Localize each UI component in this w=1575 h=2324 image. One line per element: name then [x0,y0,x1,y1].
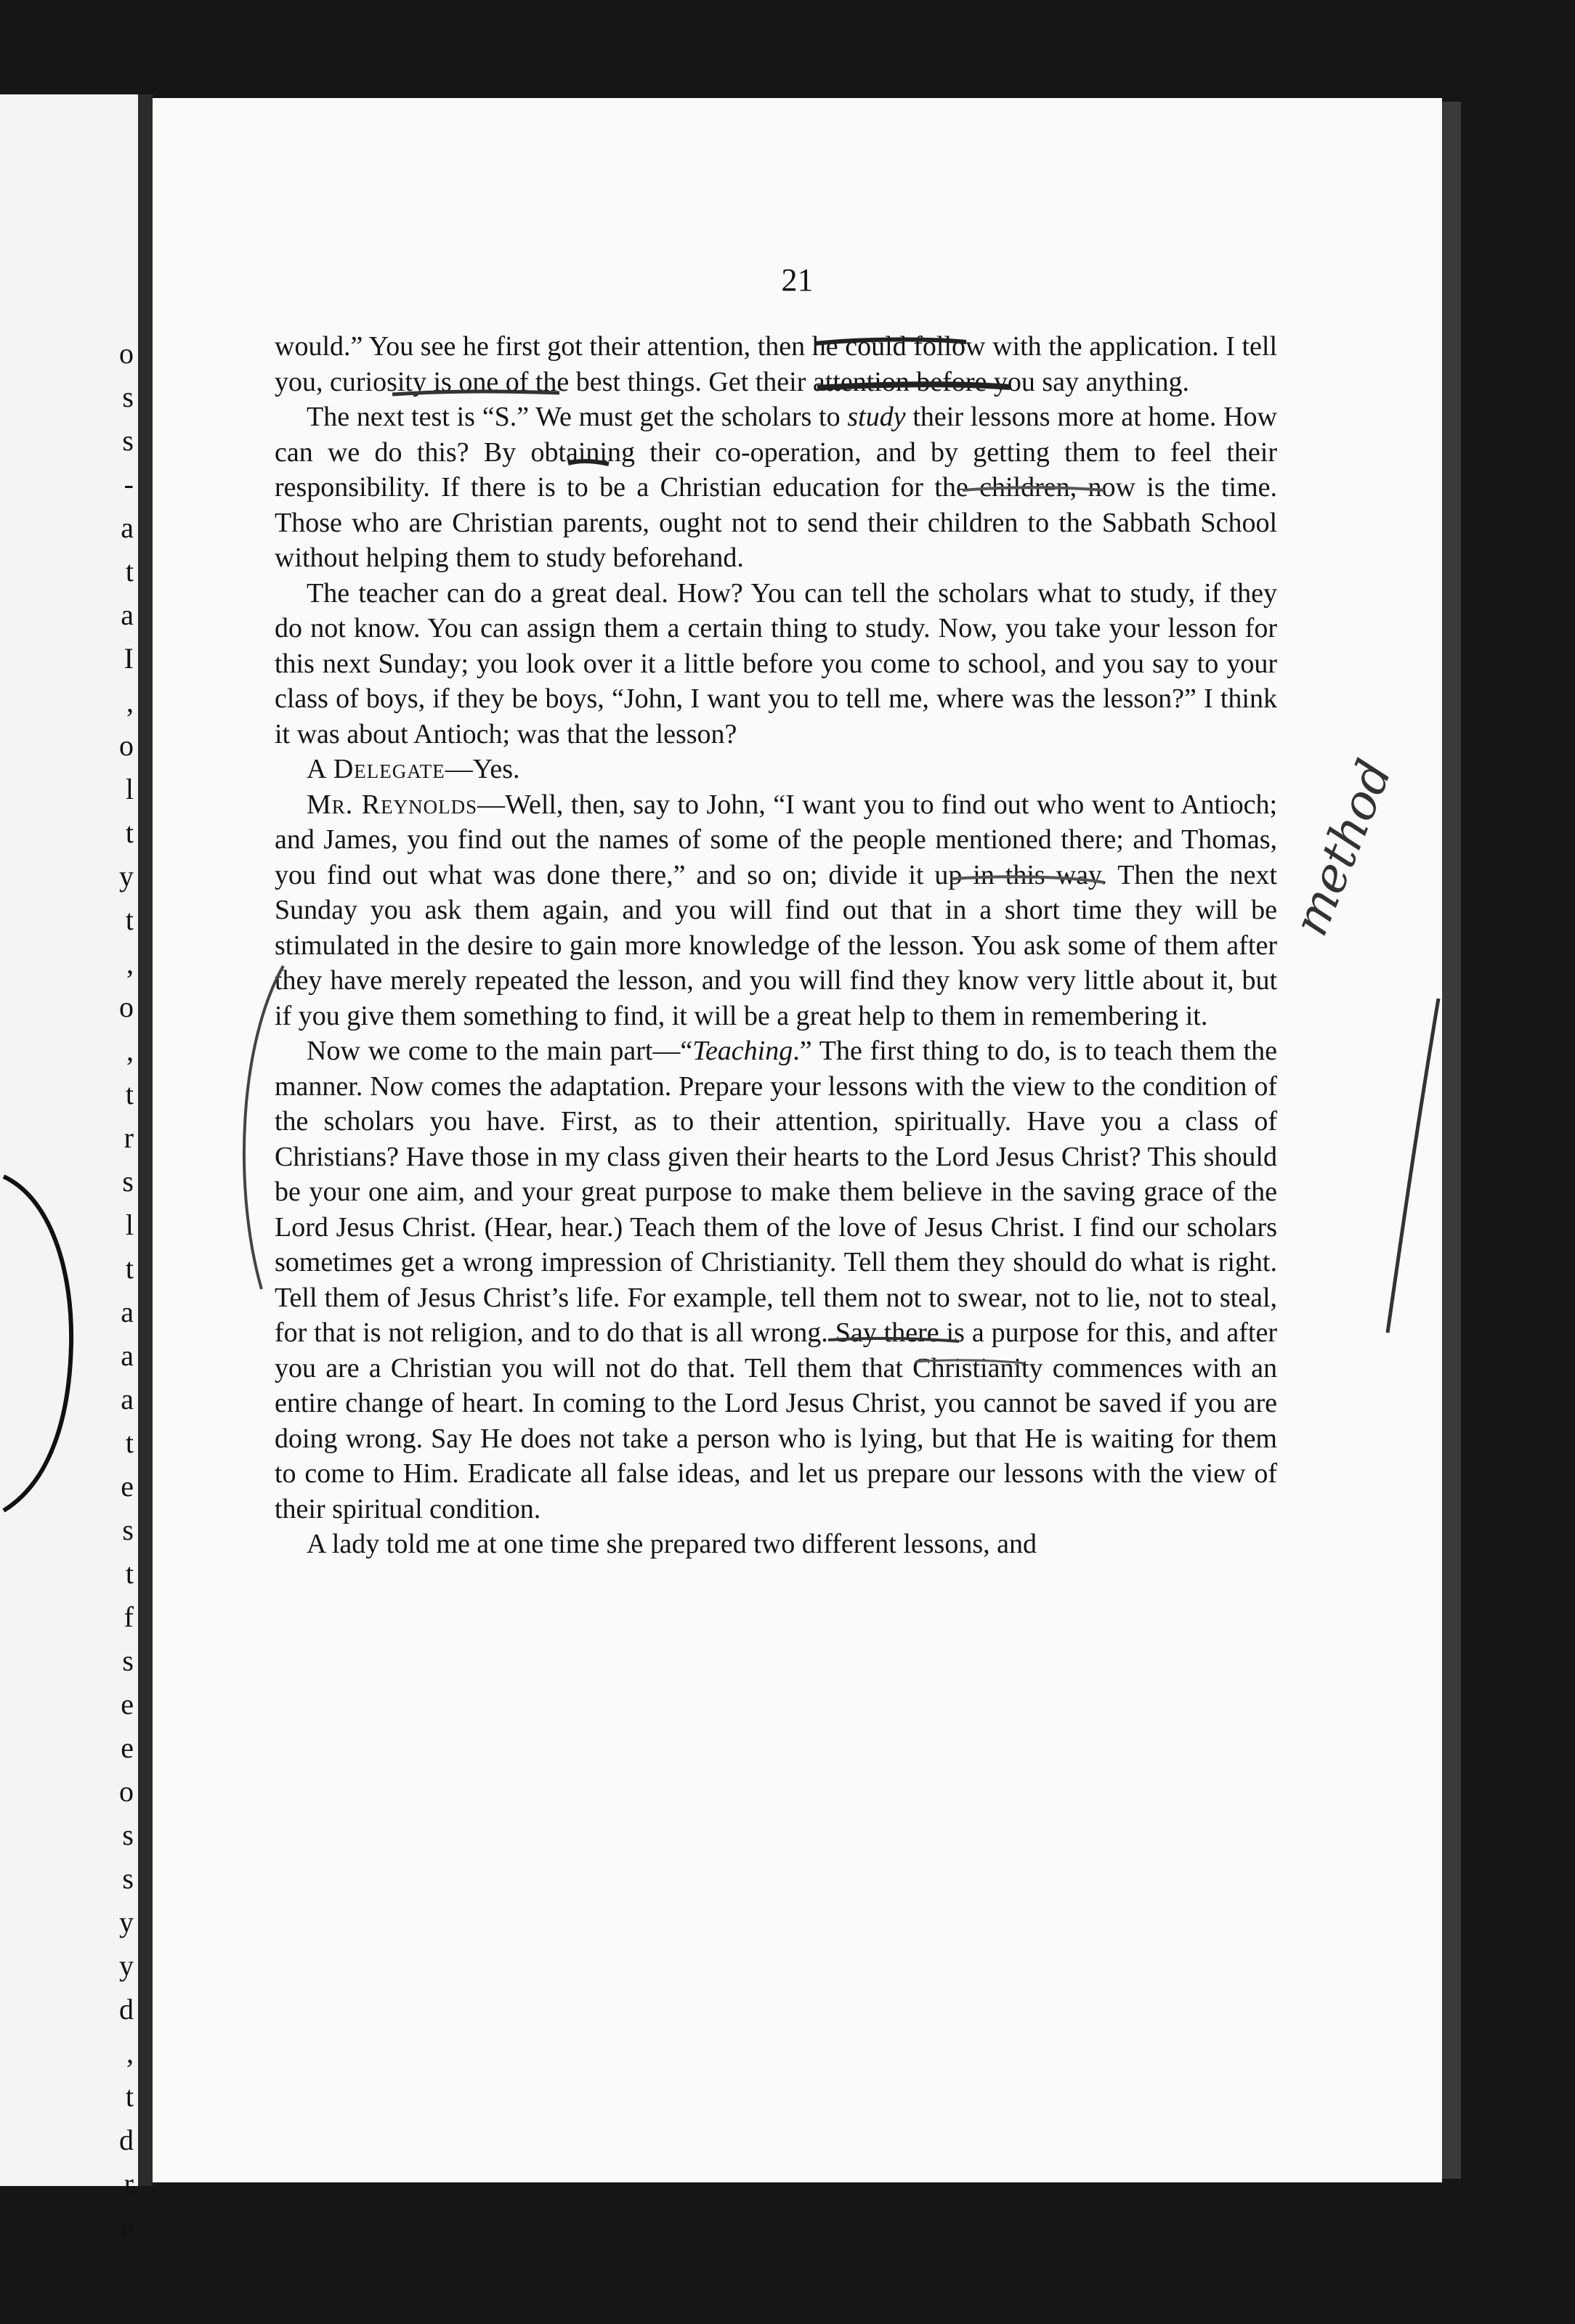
adjacent-page-char: t [125,1557,134,1590]
adjacent-page-char: e [121,1731,134,1764]
paragraph [275,787,1277,1034]
adjacent-page-char: y [119,1906,134,1938]
page-body-text [275,329,1277,1562]
adjacent-page-char: t [125,816,134,849]
adjacent-page-char: l [125,773,134,805]
adjacent-page-char: r [124,2167,134,2200]
adjacent-page-char: s [122,424,134,457]
paragraph-segment: Teaching [692,1036,793,1066]
paragraph-segment: study [847,402,906,432]
book-gutter [138,94,153,2186]
adjacent-page-char: a [121,511,134,544]
adjacent-page-char: I [124,642,134,675]
adjacent-page-char: d [119,1993,134,2026]
paragraph-segment: A Delegate [307,754,445,784]
paragraph-segment: their lessons more at home. How can we do this? By obtaining their co-operation, and by getting them to feel their responsibility. If there is to be a Christian education for the children, now is the time. Those who are Christian parents, ought not to send their children to the Sabbath School without helping them to study beforehand. [275,402,1277,573]
adjacent-page-char: a [121,1383,134,1415]
adjacent-page-char: s [122,1644,134,1677]
adjacent-page-char: t [125,2080,134,2113]
adjacent-page-text-fragments [115,334,134,2251]
paragraph-segment: —Yes. [445,754,520,784]
paragraph-segment: .” The first thing to do, is to teach them the manner. Now comes the adaptation. Prepare your lessons with the view to the condition of the scholars you have. First, as to their attention, spiritually. Have you a class of Christians? Have those in my class given their hearts to the Lord Jesus Christ? This should be your one aim, and your great purpose to make them believe in the saving grace of the Lord Jesus Christ. (Hear, hear.) Teach them of the love of Jesus Christ. I find our scholars sometimes get a wrong impression of Christianity. Tell them they should do what is right. Tell them of Jesus Christ’s life. For example, tell them not to swear, not to lie, not to steal, for that is not religion, and to do that is all wrong. Say there is a purpose for this, and after you are a Christian you will not do that. Tell them that Christianity commences with an entire change of heart. In coming to the Lord Jesus Christ, you cannot be saved if you are doing wrong. Say He does not take a person who is lying, but that He is waiting for them to come to Him. Eradicate all false ideas, and let us prepare our lessons with the view of their spiritual condition. [275,1036,1278,1524]
adjacent-page-char: t [125,555,134,588]
adjacent-page-char: a [121,1296,134,1328]
adjacent-page-char: y [119,860,134,893]
adjacent-page-char: o [119,1775,134,1808]
adjacent-page-char: s [122,1514,134,1546]
paragraph-segment: would.” You see he first got their attention, then he could follow with the application. I tell you, curiosity is one of the best things. Get their attention before you say anything. [275,331,1277,397]
adjacent-page-char: o [119,337,134,370]
paragraph-segment: The next test is “S.” We must get the scholars to [307,402,848,432]
page-number: 21 [781,262,814,298]
paragraph-segment: Now we come to the main part—“ [307,1036,693,1066]
adjacent-page-char: l [125,1208,134,1241]
adjacent-page-char: - [124,468,134,500]
paragraph [275,576,1277,752]
paragraph [275,399,1277,576]
adjacent-page-char: s [122,1819,134,1851]
adjacent-page-char: t [125,1078,134,1110]
adjacent-page-bracket-mark [0,1169,80,1518]
adjacent-page-char: r [124,1121,134,1154]
paragraph-segment: A lady told me at one time she prepared two different lessons, and [307,1529,1037,1559]
paragraph [275,752,1277,787]
adjacent-page-char: t [125,1252,134,1285]
adjacent-page-char: , [126,1034,134,1067]
adjacent-page-char: e [121,1688,134,1720]
paragraph [275,1527,1277,1562]
paragraph-segment: Mr. Reynolds [307,789,478,820]
adjacent-page-char: e [121,1470,134,1503]
margin-handwritten-note: method [1282,752,1404,943]
adjacent-page-char: , [126,686,134,718]
adjacent-page-char: e [121,2211,134,2243]
adjacent-page-char: a [121,1339,134,1372]
adjacent-page-char: , [126,2036,134,2069]
adjacent-page-char: y [119,1949,134,1982]
page-edge-shadow [1442,102,1461,2179]
paragraph-segment: The teacher can do a great deal. How? You can tell the scholars what to study, if they do not know. You can assign them a certain thing to study. Now, you take your lesson for this next Sunday; you look over it a little before you come to school, and you say to your class of boys, if they be boys, “John, I want you to tell me, where was the lesson?” I think it was about Antioch; was that the lesson? [275,577,1277,749]
adjacent-page-char: t [125,1426,134,1459]
adjacent-page-char: t [125,903,134,936]
book-page [153,98,1442,2182]
adjacent-page-char: o [119,729,134,762]
paragraph-segment: —Well, then, say to John, “I want you to find out who went to Antioch; and James, you find out the names of some of the people mentioned there; and Thomas, you find out what was done there,” and so on; divide it up in this way. Then the next Sunday you ask them again, and you will find out that in a short time they will be stimulated in the desire to gain more knowledge of the lesson. You ask some of them after they have merely repeated the lesson, and you will find they know very little about it, but if you give them something to find, it will be a great help to them in remembering it. [275,789,1277,1031]
adjacent-page [0,94,138,2243]
adjacent-page-char: o [119,991,134,1023]
adjacent-page-char: a [121,598,134,631]
paragraph [275,329,1277,399]
adjacent-page-char: s [122,1862,134,1895]
adjacent-page-char: f [124,1601,134,1633]
adjacent-page-char: s [122,381,134,413]
paragraph [275,1033,1277,1527]
adjacent-page-char: , [126,947,134,980]
adjacent-page-char: d [119,2124,134,2156]
adjacent-page-char: s [122,1165,134,1198]
